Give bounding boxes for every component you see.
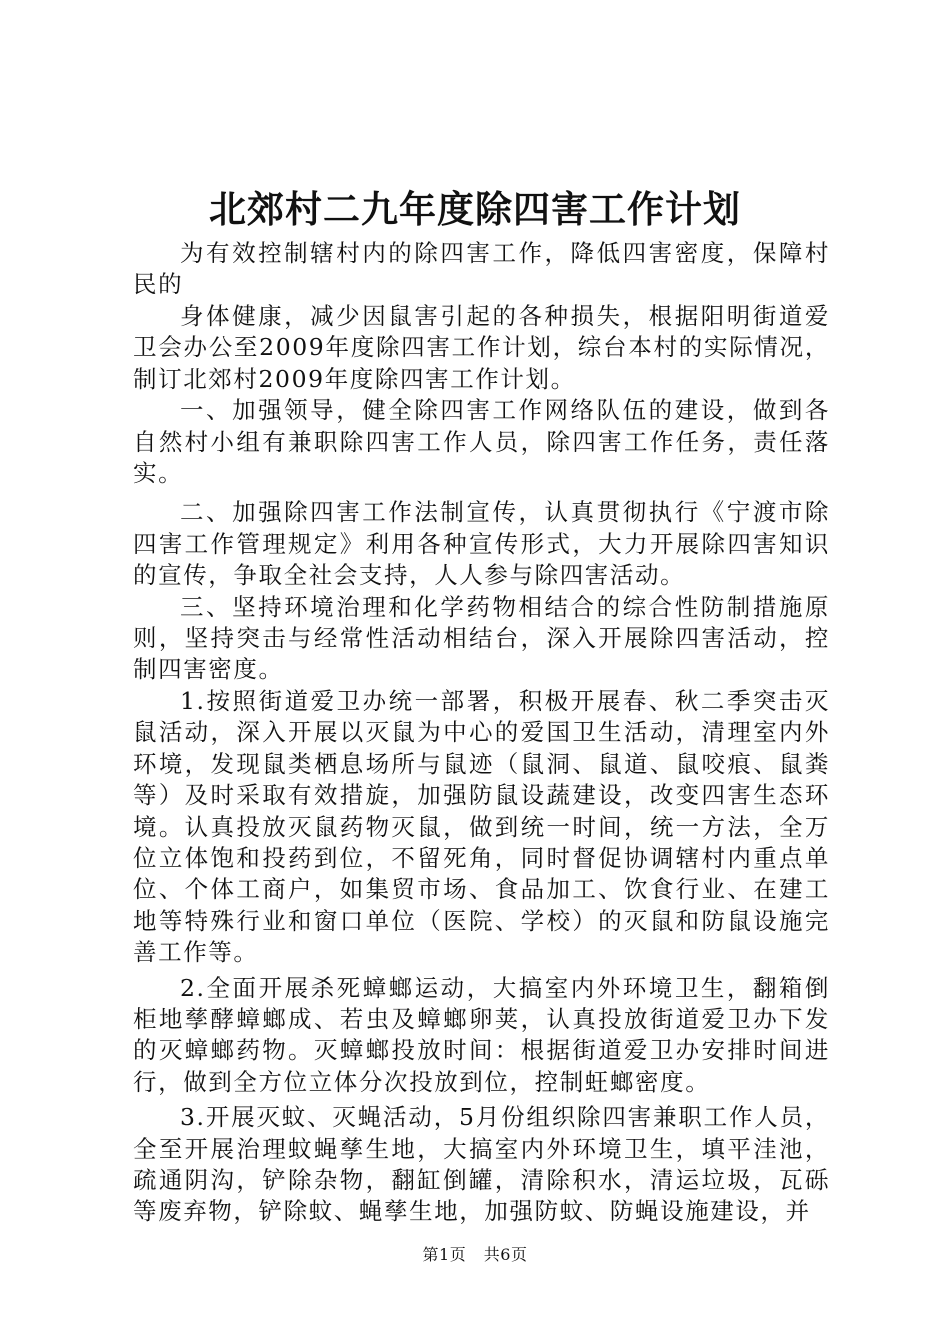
paragraph-text: 身体健康，减少因鼠害引起的各种损失，根据阳明街道爱卫会办公至2009年度除四害工作计划，综台本村的实际情况，制订北郊村2009年度除四害工作计划。: [133, 302, 830, 393]
paragraph-text: 为有效控制辖村内的除四害工作，降低四害密度，保障村民的: [133, 239, 830, 299]
paragraph-text: 1.按照街道爱卫办统一部署，积极开展春、秋二季突击灭鼠活动，深入开展以灭鼠为中心的爱国卫生活动，清理室内外环境，发现鼠类栖息场所与鼠迹（鼠洞、鼠道、鼠咬痕、鼠粪等）及时采取有效措旋，加强防鼠设蔬建设，改变四害生态环境。认真投放灭鼠药物灭鼠，做到统一时间，统一方法，全万位立体饱和投药到位，不留死角，同时督促协调辖村内重点单位、个体工商户，如集贸市场、食品加工、饮食行业、在建工地等特殊行业和窗口单位（医院、学校）的灭鼠和防鼠设施完善工作等。: [133, 686, 830, 967]
paragraph-text: 一、加强领导，健全除四害工作网络队伍的建设，做到各自然村小组有兼职除四害工作人员，除四害工作任务，责任落实。: [133, 396, 830, 488]
page-number: 第1页: [422, 1245, 467, 1264]
paragraph-body: [133, 301, 830, 1228]
page-total: 共6页: [483, 1245, 528, 1264]
paragraph-text: 3.开展灭蚊、灭蝇活动，5月份组织除四害兼职工作人员，全至开展治理蚊蝇孳生地，大搞室内外环境卫生，填平洼池，疏通阴沟，铲除杂物，翻缸倒罐，清除积水，清运垃圾，瓦砾等废弃物，铲除蚊、蝇孳生地，加强防蚊、防蝇设施建设，并: [133, 1103, 830, 1226]
page-footer: [0, 1244, 950, 1266]
paragraph-text: 二、加强除四害工作法制宣传，认真贯彻执行《宁渡市除四害工作管理规定》利用各种宣传形式，大力开展除四害知识的宣传，争取全社会支持，人人参与除四害活动。: [133, 498, 830, 590]
paragraph-intro: [133, 238, 830, 301]
paragraph-text: 2.全面开展杀死蟑螂运动，大搞室内外环境卫生，翻箱倒柜地孳酵蟑螂成、若虫及蟑螂卵荚，认真投放街道爱卫办下发的灭蟑螂药物。灭蟑螂投放时间：根据街道爱卫办安排时间进行，做到全方位立体分次投放到位，控制蚟螂密度。: [133, 973, 830, 1096]
paragraph-text: 三、坚持环境治理和化学药物相结合的综合性防制措施原则，坚持突击与经常性活动相结台，深入开展除四害活动，控制四害密度。: [133, 592, 830, 684]
document-title: 北郊村二九年度除四害工作计划: [209, 187, 741, 231]
